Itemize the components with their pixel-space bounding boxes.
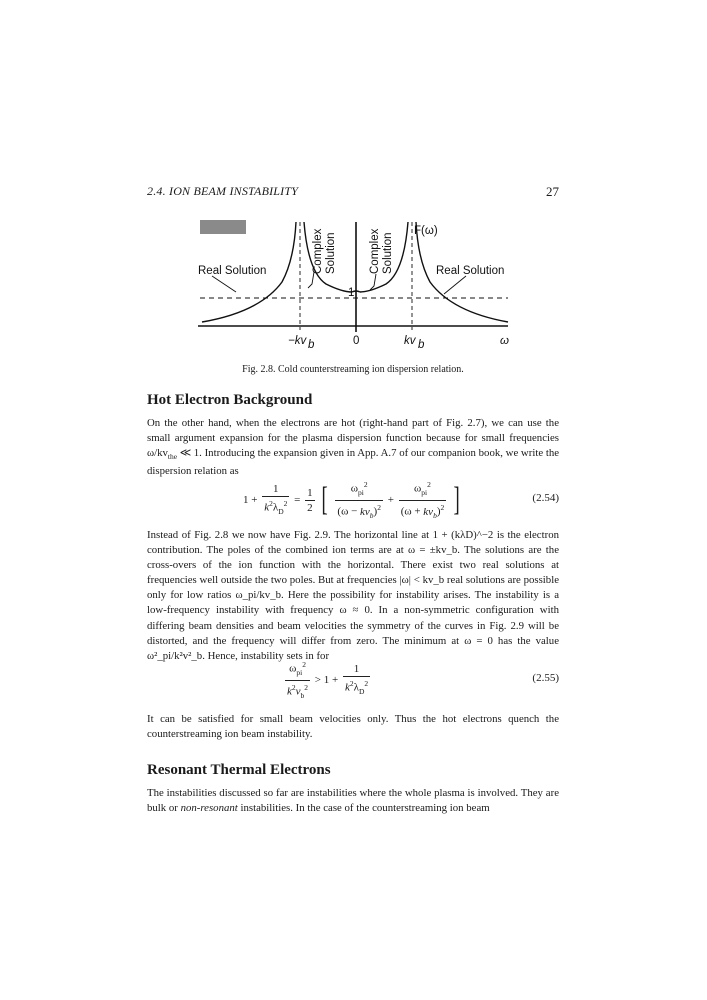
running-head (147, 181, 559, 201)
label-solution-1: Solution (325, 232, 337, 274)
label-real-right: Real Solution (436, 265, 505, 277)
axis-omega-label: ω (500, 335, 509, 347)
label-F-omega: F(ω) (414, 225, 438, 237)
section-title-resonant: Resonant Thermal Electrons (147, 762, 331, 778)
label-real-left: Real Solution (198, 265, 267, 277)
tick-zero: 0 (353, 335, 360, 347)
paragraph-hot-electron: On the other hand, when the electrons are hot (right-hand part of Fig. 2.7), we can use the small argument expansion for the plasma dispersion function because for small frequencies $\omega/kv_{the}$ ≪ 1. Introducing the expansion given in App. A.7 of our companion book, we write the dispersion relation as (147, 417, 560, 478)
print-smudge (200, 220, 246, 234)
equation-2-55 (147, 654, 559, 702)
tick-minus-kvb: −kv (288, 335, 307, 347)
label-complex-2: Complex (369, 228, 381, 274)
equation-number-2-54: (2.54) (532, 492, 559, 504)
dispersion-plot (190, 212, 520, 362)
equation-2-54 (147, 474, 559, 522)
equation-2-55-body: $\frac{\omega_{pi}^2}{k^2v_b^2}$ > 1 + $\frac{1}{k^2\lambda_D^2}$ (287, 660, 369, 700)
label-solution-2: Solution (382, 232, 394, 274)
paragraph-resonant: The instabilities discussed so far are instabilities where the whole plasma is involved. They are bulk or non-resonant instabilities. In the case of the counterstreaming ion beam (147, 787, 559, 815)
arrow-real-left (212, 276, 236, 292)
label-complex-1: Complex (312, 228, 324, 274)
equation-number-2-55: (2.55) (532, 672, 559, 684)
label-one: 1 (348, 287, 355, 299)
paragraph-quench: It can be satisfied for small beam velocities only. Thus the hot electrons quench the counterstreaming ion beam instability. (147, 713, 559, 741)
figure-2-8 (190, 212, 520, 362)
paragraph-fig-2-9: Instead of Fig. 2.8 we now have Fig. 2.9. The horizontal line at 1 + (kλD)^−2 is the electron contribution. The poles of the combined ion terms are at ω = ±kv_b. The solutions are the cross-overs of the ion function with the horizontal. There exist two real solutions at frequencies well outside the two poles. But at frequencies |ω| < kv_b real solutions are possible only for low ratios ω_pi/kv_b. Here the possibility for instability arises. The instability is a low-frequency instability with frequency ω ≈ 0. In a non-symmetric configuration with differing beam densities and beam velocities the symmetry of the curves in Fig. 2.9 will be distorted, and the frequency will differ from zero. The minimum at ω = 0 has the value ω²_pi/k²v²_b. Hence, instability sets in for (147, 529, 559, 662)
arrow-real-right (444, 276, 466, 294)
page-number: 27 (546, 184, 559, 199)
running-title: 2.4. ION BEAM INSTABILITY (147, 184, 299, 198)
tick-kvb: kv (404, 335, 416, 347)
equation-2-54-body: 1 + $\frac{1}{k^2\lambda_D^2}$ = $\frac{1}{2}$ [ $\frac{\omega_{pi}^2}{(\omega - kv_b)^2}$ + $\frac{\omega_{pi}^2}{(\omega + kv_b)^2}$ ] (243, 480, 460, 520)
tick-minus-kvb-sub: b (308, 339, 315, 351)
section-title-hot-electron: Hot Electron Background (147, 392, 313, 408)
tick-kvb-sub: b (418, 339, 425, 351)
arrow-complex-right (370, 274, 376, 290)
figure-caption: Fig. 2.8. Cold counterstreaming ion dispersion relation. (242, 364, 464, 375)
